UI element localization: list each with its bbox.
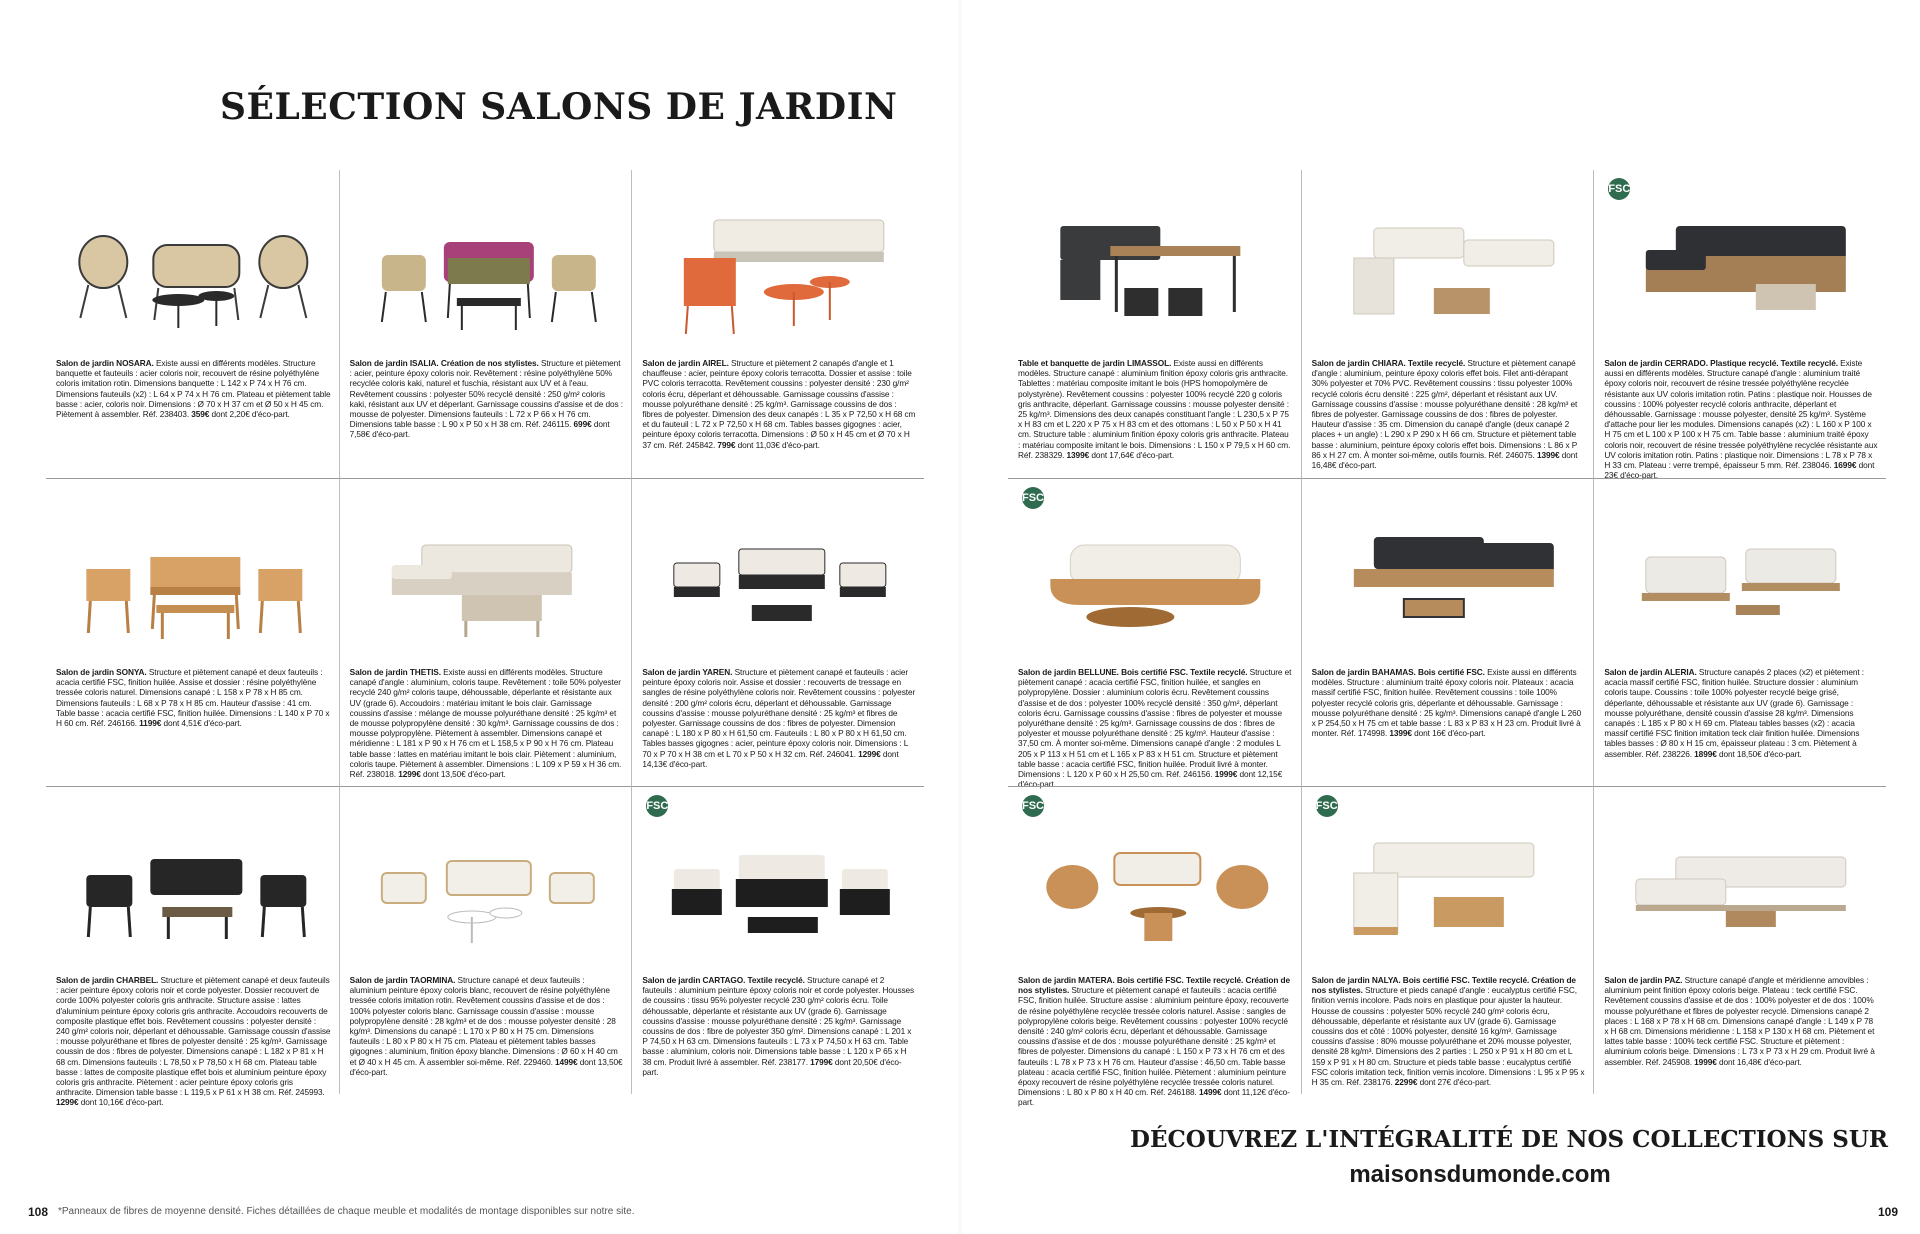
collection-callout [1130, 1126, 1889, 1189]
charbel-illustration [56, 817, 331, 967]
product-image [56, 509, 331, 659]
eco-part: dont 23€ d'éco-part. [1604, 460, 1875, 481]
nalya-illustration [1312, 817, 1586, 967]
product-card [631, 170, 924, 478]
product-description [1604, 975, 1878, 1067]
cerrado-illustration [1604, 200, 1878, 350]
product-card [339, 478, 632, 786]
product-details: Structure canapés 2 places (x2) et piètement : acacia massif certifié FSC, finition huilée. Structure dossier : aluminium coloris taupe. Coussins : toile 100% polyester recyclé beige grisé, déperlante, déhoussable et résistante aux UV (grade 6). Garnissage : mousse polyuréthane, densité coussin d'assise 28 kg/m³. Dimensions canapés : L 185 x P 80 x H 69 cm. Plateau tables basses (x2) : acacia massif certifié FSC finition imitation teck clair finition huilée. Dimensions tables basses : Ø 80 x H 15 cm, épaisseur plateau : 3 cm. Piètement à assembler. Réf. 238226. [1604, 667, 1865, 759]
bellune-illustration [1018, 509, 1293, 659]
product-card [1301, 170, 1594, 478]
discover-line: DÉCOUVREZ L'INTÉGRALITÉ DE NOS COLLECTIONS SUR [1130, 1126, 1889, 1153]
thetis-illustration [350, 509, 624, 659]
product-details: Existe aussi en différents modèles. Structure banquette et fauteuils : acier coloris noir, recouvert de résine polyéthylène coloris imitation rotin. Dimensions banquette : L 142 x P 74 x H 76 cm. Dimensions fauteuils (x2) : L 64 x P 74 x H 76 cm. Plateau et piètement table basse : acier, coloris noir. Dimensions : Ø 70 x H 37 cm et Ø 50 x H 45 cm. Piètement à assembler. Réf. 238403. [56, 358, 331, 420]
limassol-illustration [1018, 200, 1293, 350]
product-name: Salon de jardin PAZ. [1604, 975, 1685, 985]
eco-part: dont 10,16€ d'éco-part. [80, 1097, 164, 1108]
product-details: Structure et piètement canapé : acacia certifié FSC, finition huilée, et sangles en polypropylène. Dossier : aluminium coloris écru. Revêtement coussins d'assise et de dos : polyester 100% recyclé densité : 350 g/m², déperlant coloris écru. Garnissage coussins d'assise : fibres de polyester et mousse polyuréthane densité : 25 kg/m³. Garnissage coussins de dos : fibres de polyester et mousse polyuréthane densité : 25 kg/m³. Hauteur d'assise : 37,50 cm. À monter soi-même. Dimensions canapé d'angle : 2 modules L 205 x P 113 x H 51 cm et L 165 x P 83 x H 51 cm. Structure et piètement table basse : acacia certifié FSC, finition huilée. Produit livré à monter. Dimensions : L 120 x P 60 x H 25,50 cm. Réf. 246156. [1018, 667, 1292, 780]
product-description [1312, 358, 1586, 470]
product-name: Salon de jardin CARTAGO. Textile recyclé. [642, 975, 808, 985]
product-name: Salon de jardin YAREN. [642, 667, 735, 677]
eco-part: dont 20,50€ d'éco-part. [642, 1056, 902, 1077]
product-details: Structure et piètement canapé et deux fauteuils : acacia certifié FSC, finition huilée. Assise et dossier : résine polyéthylène tressée coloris naturel. Dimensions canapé : L 158 x P 78 x H 85 cm. Dimensions fauteuils : L 68 x P 78 x H 85 cm. Hauteur d'assise : 41 cm. Table basse : acacia certifié FSC, finition huilée. Dimensions : L 140 x P 70 x H 60 cm. Réf. 246166. [56, 667, 330, 729]
bahamas-illustration [1312, 509, 1586, 659]
product-description [56, 667, 331, 728]
product-price: 1299€ [858, 748, 883, 759]
product-image [1604, 509, 1878, 659]
product-card [1301, 786, 1594, 1094]
product-name: Salon de jardin CHARBEL. [56, 975, 161, 985]
product-image [350, 509, 624, 659]
product-image [642, 200, 916, 350]
nosara-illustration [56, 200, 331, 350]
product-price: 2299€ [1394, 1077, 1420, 1088]
product-price: 699€ [573, 419, 594, 430]
product-details: Structure et piètement canapé et fauteuils : acacia certifié FSC, finition huilée. Structure assise : aluminium peinture époxy, recouverte de résine polyéthylène recyclée tressée coloris naturel. Assise : sangles de polypropylène coloris beige. Revêtement coussins : polyester 100% recyclé densité : 240 g/m² coloris écru, déperlant et déhoussable. Garnissage coussins d'assise et de dos : mousse polyuréthane densité : 25 kg/m³ et fibres de polyester. Dimensions du canapé : L 150 x P 73 x H 76 cm et des fauteuils : L 78 x P 73 x H 76 cm. Hauteur d'assise : 46,50 cm. Table basse plateau : acacia certifié FSC, finition huilée. Piètement : aluminium peinture époxy recouvert de résine polyéthylène recyclée tressée coloris naturel. Dimensions : L 80 x P 80 x H 40 cm. Réf. 246188. [1018, 985, 1289, 1098]
product-image [350, 817, 624, 967]
spread-gutter [958, 0, 962, 1234]
yaren-illustration [642, 509, 916, 659]
product-description [1018, 358, 1293, 460]
product-card [339, 786, 632, 1094]
product-card [46, 786, 339, 1108]
eco-part: dont 17,64€ d'éco-part. [1091, 449, 1175, 460]
product-name: Salon de jardin ISALIA. Création de nos stylistes. [349, 358, 541, 368]
eco-part: dont 11,12€ d'éco-part. [1018, 1087, 1290, 1108]
product-price: 1499€ [1198, 1087, 1224, 1098]
eco-part: dont 13,50€ d'éco-part. [349, 1056, 623, 1077]
product-card [1593, 170, 1886, 481]
product-card [631, 478, 924, 786]
product-card [46, 478, 339, 786]
product-price: 359€ [191, 409, 212, 420]
left-product-grid [46, 170, 924, 1108]
product-name: Salon de jardin AIREL. [642, 358, 731, 368]
product-image [1604, 817, 1878, 967]
product-description [642, 358, 916, 450]
product-details: Existe aussi en différents modèles. Structure canapé d'angle : aluminium traité époxy coloris noir, recouvert de résine tressée polyéthylène recyclée résistante aux UV coloris imitation rotin. Patins : plastique noir. Housses de coussins : 100% polyester recyclé coloris anthracite, déperlant et déhoussable. Garnissage : mousse polyester, densité 25 kg/m³. Système d'attache pour lier les modules. Dimensions canapés (x2) : L 160 x P 100 x H 75 cm et L 100 x P 100 x H 75 cm. Table basse : aluminium traité époxy coloris noir, recouvert de résine tressée polyéthylène recyclée résistante aux UV coloris imitation rotin. Patins : plastique noir. Dimensions : L 78 x P 78 x H 33 cm. Plateau : verre trempé, épaisseur 5 mm. Réf. 238046. [1604, 358, 1878, 471]
eco-part: dont 16,48€ d'éco-part. [1718, 1056, 1802, 1067]
product-image [56, 200, 331, 350]
chiara-illustration [1312, 200, 1586, 350]
matera-illustration [1018, 817, 1293, 967]
product-description [1312, 975, 1586, 1087]
product-description [1604, 667, 1878, 759]
product-card [46, 170, 339, 478]
cartago-illustration [642, 817, 916, 967]
product-image [1018, 492, 1293, 659]
eco-part: dont 14,13€ d'éco-part. [642, 748, 899, 769]
fsc-badge-icon: FSC [1608, 178, 1630, 200]
product-image [56, 817, 331, 967]
eco-part: dont 7,58€ d'éco-part. [349, 419, 610, 440]
product-details: Existe aussi en différents modèles. Structure : aluminium traité époxy coloris noir. Plateaux : acacia massif certifié FSC, finition huilée. Revêtement coussins : toile 100% polyester recyclé coloris gris, déperlante et déhoussable. Garnissage : mousse polyuréthane densité : 25 kg/m³. Dimensions canapé d'angle L 260 x P 254,50 x H 75 cm et table basse : L 83 x P 83 x H 23 cm. Produit livré à monter. Réf. 174998. [1311, 667, 1582, 739]
product-description [350, 358, 624, 440]
isalia-illustration [350, 200, 624, 350]
product-price: 799€ [717, 439, 738, 450]
product-details: Structure canapé et 2 fauteuils : aluminium peinture époxy coloris noir et corde polyester. Housses de coussins : tissu 95% polyester recyclé 230 g/m² coloris écru. Toile déhoussable, déperlante et résistante aux UV (grade 6). Garnissage coussins d'assise : mousse polyuréthane densité : 25 kg/m³. Garnissage coussins de dos : fibre de polyester 350 g/m². Dimensions canapé : L 201 x P 74,50 x H 63 cm. Dimensions fauteuils : L 73 x P 74,50 x H 63 cm. Table basse : aluminium, coloris noir. Dimensions table basse : L 120 x P 65 x H 38 cm. Produit livré à assembler. Réf. 238177. [642, 975, 915, 1067]
product-details: Structure et piètement : acier, peinture époxy coloris noir. Revêtement : résine polyéthylène 50% recyclée coloris kaki, naturel et fuschia, résistant aux UV et à l'eau. Revêtement coussins : polyester 50% recyclé densité : 250 g/m² coloris kaki, résistant aux UV et déperlant. Garnissage coussins d'assise et de dos : mousse de polyester. Dimensions fauteuils : L 72 x P 66 x H 76 cm. Dimensions table basse : L 90 x P 50 x H 38 cm. Réf. 246115. [349, 358, 624, 430]
eco-part: dont 16€ d'éco-part. [1414, 728, 1486, 739]
aleria-illustration [1604, 509, 1878, 659]
product-price: 1399€ [1536, 449, 1562, 460]
product-card [339, 170, 632, 478]
product-details: Structure et piètement canapé et fauteuils : acier peinture époxy coloris noir. Assise et dossier : recouverts de tressage en sangles de résine polyéthylène coloris noir. Revêtement coussins : polyester densité : 200 g/m² coloris écru, déperlant et déhoussable. Garnissage coussins d'assise : mousse polyuréthane densité : 25 kg/m³ et fibres de polyester. Garnissage coussins de dos : fibres de polyester. Dimension canapé : L 180 x P 80 x H 61,50 cm. Fauteuils : L 80 x P 80 x H 61,50 cm. Tables basses gigognes : acier, peinture époxy coloris noir. Dimensions : L 70 x P 70 x H 38 cm et L 70 x P 50 x H 32 cm. Réf. 246041. [642, 667, 916, 759]
product-image [1604, 183, 1878, 350]
eco-part: dont 18,50€ d'éco-part. [1718, 748, 1802, 759]
product-description [350, 975, 624, 1077]
product-details: Existe aussi en différents modèles. Structure canapé : aluminium finition époxy coloris gris anthracite. Tablettes : matériau composite imitant le bois (HPS homopolymère de polystyrène). Revêtement coussins : polyester 100% recyclé 220 g coloris gris anthracite, déperlant. Garnissage coussins : mousse polyester densité : 25 kg/m³. Dimensions des deux canapés constituant l'angle : L 230,5 x P 75 x H 83 cm et L 220 x P 75 x H 83 cm et des ottomans : L 50 x P 50 x H 41 cm. Structure table : aluminium finition époxy coloris gris anthracite. Plateau : matériau composite imitant le bois. Dimensions : L 150 x P 79,5 x H 60 cm. Réf. 238329. [1018, 358, 1291, 460]
product-name: Salon de jardin CHIARA. Textile recyclé. [1311, 358, 1468, 368]
product-name: Salon de jardin SONYA. [56, 667, 149, 677]
product-description [1018, 667, 1293, 789]
product-card [1008, 478, 1301, 790]
fsc-badge-icon: FSC [1022, 795, 1044, 817]
paz-illustration [1604, 817, 1878, 967]
product-image [1018, 800, 1293, 967]
fsc-badge-icon: FSC [1316, 795, 1338, 817]
right-product-grid [1008, 170, 1886, 1108]
product-details: Structure et piètement 2 canapés d'angle et 1 chauffeuse : acier, peinture époxy coloris terracotta. Dossier et assise : toile PVC coloris terracotta. Revêtement coussins : polyester densité : 230 g/m² coloris écru, déperlant et déhoussable. Garnissage coussins d'assise : mousse polyuréthane densité : 25 kg/m³. Garnissage coussins de dos : fibres de polyester. Dimension des deux canapés : L 35 x P 72,50 x H 68 cm et du fauteuil : L 72 x P 72,50 x H 68 cm. Tables basses gigognes : acier, peinture époxy coloris terracotta. Dimensions : Ø 50 x H 45 cm et Ø 70 x H 37 cm. Réf. 245842. [642, 358, 916, 450]
eco-part: dont 4,51€ d'éco-part. [163, 718, 242, 729]
sonya-illustration [56, 509, 331, 659]
product-details: Structure et piètement canapé d'angle : aluminium, peinture époxy coloris effet bois. Filet anti-dérapant 30% polyester et 70% PVC. Revêtement coussins : tissu polyester 100% recyclé coloris écru densité : 225 g/m², déperlant et résistant aux UV. Garnissage coussins d'assise : mousse polyuréthane densité : 28 kg/m³ et fibres de polyester. Garnissage coussins de dos : fibres de polyester. Hauteur d'assise : 35 cm. Dimension du canapé d'angle (deux canapé 2 places + un angle) : L 290 x P 290 x H 66 cm. Structure et piètement table basse : aluminium, peinture époxy coloris effet bois. Dimensions : L 86 x P 86 x H 27 cm. À monter soi-même, outils fournis. Réf. 246075. [1311, 358, 1578, 460]
eco-part: dont 12,15€ d'éco-part. [1018, 769, 1283, 790]
product-card [1008, 786, 1301, 1108]
product-name: Salon de jardin BELLUNE. Bois certifié FSC. Textile recyclé. [1018, 667, 1250, 677]
product-name: Salon de jardin NOSARA. [56, 358, 156, 368]
eco-part: dont 11,03€ d'éco-part. [737, 439, 820, 450]
product-image [1312, 800, 1586, 967]
product-price: 1499€ [555, 1056, 580, 1067]
product-description [1312, 667, 1586, 738]
product-price: 1899€ [1694, 748, 1719, 759]
product-name: Salon de jardin MATERA. Bois certifié FSC. Textile recyclé. Création de nos stylistes. [1018, 975, 1290, 996]
product-price: 1699€ [1833, 460, 1859, 471]
product-image [642, 800, 916, 967]
eco-part: dont 16,48€ d'éco-part. [1311, 449, 1578, 471]
product-description [642, 975, 916, 1077]
product-name: Salon de jardin THETIS. [349, 667, 444, 677]
eco-part: dont 27€ d'éco-part. [1419, 1077, 1492, 1088]
product-details: Structure et pieds canapé d'angle : eucalyptus certifié FSC, finition vernis incolore. Pads noirs en plastique pour ajuster la hauteur. Housse de coussins : polyester 50% recyclé 240 g/m² coloris écru, déhoussable, déperlante et résistante aux UV (grade 6). Garnissage coussins dos et côté : 100% polyester, densité 16 kg/m³. Garnissage coussins d'assise : 80% mousse polyuréthane et 20% mousse polyester, densité 28 kg/m³. Dimensions des 2 parties : L 250 x P 91 x H 80 cm et L 159 x P 91 x H 80 cm. Structure et pieds table basse : eucalyptus certifié FSC coloris imitation teck, finition vernis incolore. Dimensions : L 95 x P 95 x H 35 cm. Réf. 238176. [1311, 985, 1585, 1088]
fsc-badge-icon: FSC [1022, 487, 1044, 509]
page-number-left: 108 [28, 1205, 49, 1219]
footnote: *Panneaux de fibres de moyenne densité. Fiches détaillées de chaque meuble et modalités de montage disponibles sur notre site. [58, 1206, 635, 1217]
product-description [642, 667, 916, 769]
product-details: Structure canapé d'angle et méridienne amovibles : aluminium peint finition époxy coloris beige. Plateau : teck certifié FSC. Revêtement coussins d'assise et de dos : 100% polyester et de dos : 100% mousse polyuréthane et fibres de polyester recyclé. Dimensions canapé 2 places : L 168 x P 78 x H 68 cm. Dimensions canapé d'angle : L 149 x P 78 x H 68 cm. Dimensions méridienne : L 158 x P 130 x H 68 cm. Piètement et lattes table basse : 100% teck certifié FSC. Structure et piètement : aluminium coloris beige. Dimensions : L 73 x P 73 x H 29 cm. Produit livré à assembler. Réf. 245908. [1604, 975, 1875, 1067]
product-image [1018, 200, 1293, 350]
product-price: 1999€ [1214, 769, 1240, 780]
product-details: Structure canapé et deux fauteuils : aluminium peinture époxy coloris blanc, recouvert de résine polyéthylène tressée coloris imitation rotin. Revêtement coussins d'assise et de dos : 100% polyester coloris blanc. Garnissage coussin d'assise : mousse polypropylène densité : 28 kg/m³ et de dos : mousse polyester densité : 28 kg/m³. Dimensions du canapé : L 170 x P 80 x H 75 cm. Dimensions fauteuils : L 80 x P 80 x H 75 cm. Plateau et piètement tables basses gigognes : aluminium, finition époxy blanche. Dimensions : Ø 60 x H 40 cm et Ø 40 x H 45 cm. À assembler soi-même. Réf. 229460. [349, 975, 618, 1067]
product-name: Salon de jardin BAHAMAS. Bois certifié FSC. [1311, 667, 1488, 677]
product-card [1593, 478, 1886, 786]
product-price: 1799€ [810, 1056, 835, 1067]
product-price: 1399€ [1066, 449, 1092, 460]
product-image [1312, 509, 1586, 659]
eco-part: dont 13,50€ d'éco-part. [422, 769, 506, 780]
product-price: 1399€ [1389, 728, 1415, 739]
product-card [631, 786, 924, 1094]
product-description [56, 975, 331, 1108]
website-link[interactable]: maisonsdumonde.com [1349, 1161, 1611, 1188]
product-description [1018, 975, 1293, 1108]
product-image [642, 509, 916, 659]
product-name: Salon de jardin CERRADO. Plastique recyclé. Textile recyclé. [1604, 358, 1841, 368]
product-image [350, 200, 624, 350]
product-name: Table et banquette de jardin LIMASSOL. [1018, 358, 1174, 368]
eco-part: dont 2,20€ d'éco-part. [211, 409, 290, 420]
taormina-illustration [350, 817, 624, 967]
product-description [350, 667, 624, 779]
product-description [1604, 358, 1878, 480]
product-name: Salon de jardin NALYA. Bois certifié FSC. Textile recyclé. Création de nos stylistes. [1311, 975, 1576, 996]
product-details: Structure et piètement canapé et deux fauteuils : acier peinture époxy coloris noir et corde polyester. Dossier recouvert de corde 100% polyester coloris gris anthracite. Structure assise : lattes d'aluminium peinture époxy coloris gris anthracite. Accoudoirs recouverts de composite plastique effet bois. Revêtement coussins : polyester densité : 240 g/m² coloris noir, déperlant et déhoussable. Garnissage coussin d'assise : mousse polyuréthane et fibres de polyester densité : 25 kg/m³. Garnissage coussin de dos : fibres de polyester. Dimensions canapé : L 182 x P 81 x H 68 cm. Dimensions fauteuils : L 78,50 x P 78,50 x H 68 cm. Plateau table basse : lattes de composite plastique effet bois et aluminium peinture époxy coloris gris anthracite. Piètement : acier peinture époxy coloris gris anthracite. Dimension table basse : L 119,5 x P 61 x H 38 cm. Réf. 245993. [56, 975, 331, 1098]
page-number-right: 109 [1878, 1205, 1899, 1219]
product-image [1312, 200, 1586, 350]
product-card [1008, 170, 1301, 478]
page-title: SÉLECTION SALONS DE JARDIN [220, 86, 898, 128]
product-price: 1299€ [398, 769, 423, 780]
airel-illustration [642, 200, 916, 350]
product-price: 1999€ [1694, 1056, 1719, 1067]
fsc-badge-icon: FSC [646, 795, 668, 817]
product-card [1593, 786, 1886, 1094]
product-name: Salon de jardin ALERIA. [1604, 667, 1699, 677]
product-price: 1199€ [139, 718, 164, 729]
product-price: 1299€ [56, 1097, 81, 1108]
product-description [56, 358, 331, 419]
product-details: Existe aussi en différents modèles. Structure canapé d'angle : aluminium, coloris taupe. Revêtement : toile 50% polyester recyclé 240 g/m² coloris taupe, déhoussable, déperlante et résistante aux UV (grade 6). Accoudoirs : matériau imitant le bois clair. Garnissage coussins d'assise : mélange de mousse polyuréthane densité : 25 kg/m³ et de mousse polypropylène densité : 30 kg/m³. Garnissage coussins de dos : mousse polypropylène. Piètement à assembler. Dimensions canapé et méridienne : L 181 x P 90 x H 76 cm et L 158,5 x P 90 x H 76 cm. Plateau table basse : lattes en matériau imitant le bois clair. Piètement : aluminium, coloris taupe. Piètement à assembler. Dimensions : L 109 x P 59 x H 36 cm. Réf. 238018. [349, 667, 622, 780]
product-card [1301, 478, 1594, 786]
product-name: Salon de jardin TAORMINA. [349, 975, 458, 985]
